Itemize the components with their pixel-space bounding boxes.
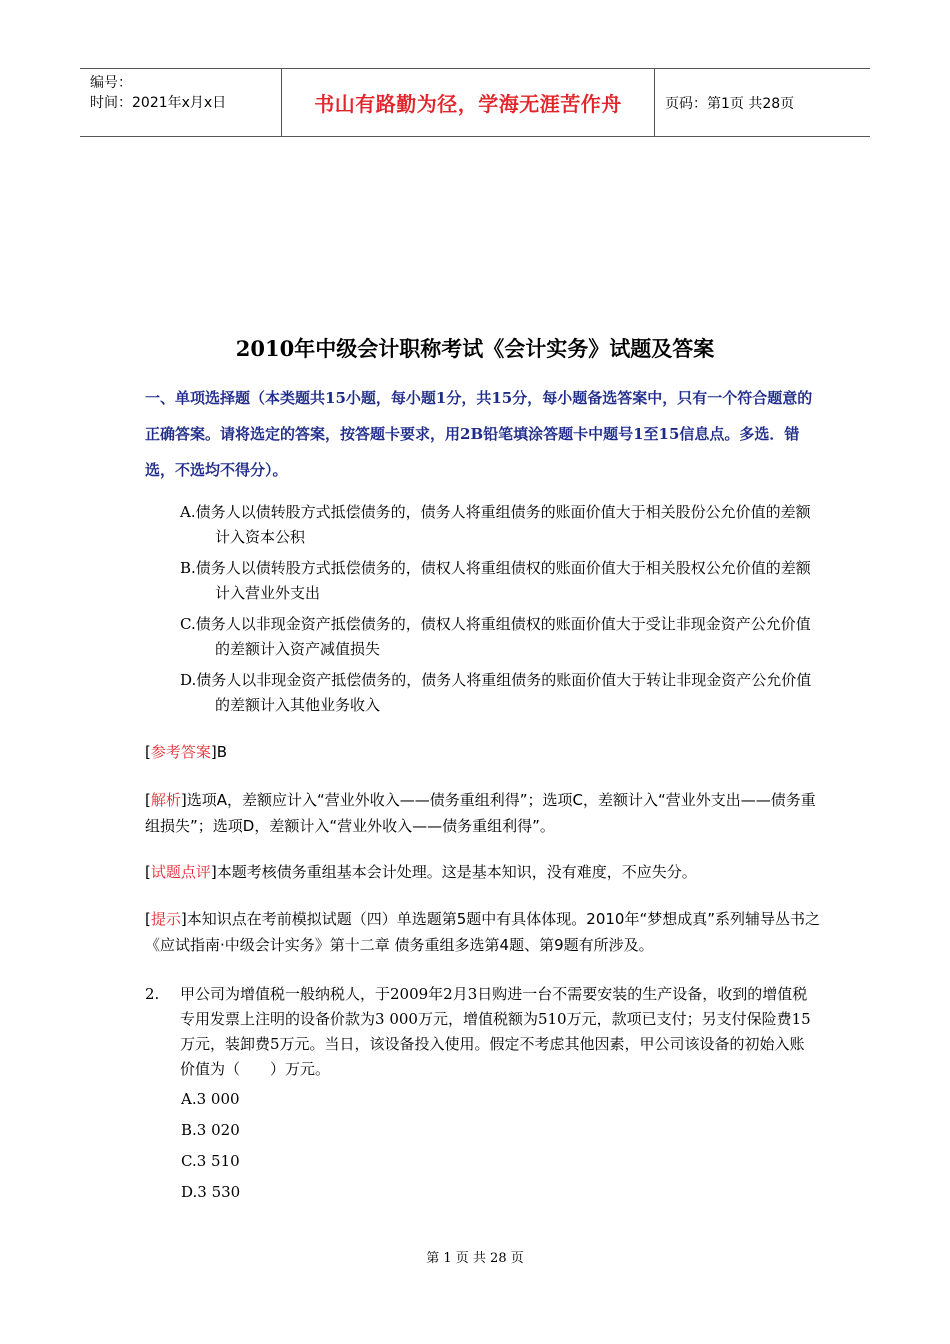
time-label: 时间：2021年x月x日 — [90, 95, 227, 111]
analysis-label: 解析 — [150, 791, 181, 809]
comment-label: 试题点评 — [150, 863, 211, 881]
q1-hint: [提示]本知识点在考前模拟试题（四）单选题第5题中有具体体现。2010年“梦想成真”系列辅导丛书之《应试指南·中级会计实务》第十二章 债务重组多选第4题、第9题有所涉及。 — [145, 910, 820, 954]
number-label: 编号： — [90, 75, 132, 91]
motto: 书山有路勤为径，学海无涯苦作舟 — [314, 92, 622, 116]
q1-answer: [参考答案]B — [145, 743, 228, 761]
document-header — [80, 68, 870, 137]
hint-text: 本知识点在考前模拟试题（四）单选题第5题中有具体体现。2010年“梦想成真”系列辅导丛书之《应试指南·中级会计实务》第十二章 债务重组多选第4题、第9题有所涉及。 — [145, 910, 820, 954]
q2-question — [145, 982, 815, 1082]
comment-text: 本题考核债务重组基本会计处理。这是基本知识，没有难度，不应失分。 — [216, 863, 697, 881]
q2-option-b: B.3 020 — [181, 1121, 240, 1139]
q2-text: 甲公司为增值税一般纳税人，于2009年2月3日购进一台不需要安装的生产设备，收到的增值税专用发票上注明的设备价款为3 000万元，增值税额为510万元，款项已支付；另支付保险费15万元，装卸费5万元。当日，该设备投入使用。假定不考虑其他因素，甲公司该设备的初始入账价值为（ ）万元。 — [180, 985, 811, 1078]
q1-option-b: B.债务人以债转股方式抵偿债务的，债权人将重组债权的账面价值大于相关股权公允价值的差额计入营业外支出 — [180, 559, 811, 602]
document-title: 2010年中级会计职称考试《会计实务》试题及答案 — [235, 336, 715, 361]
q2-option-a: A.3 000 — [181, 1090, 240, 1108]
q2-options — [181, 1088, 240, 1212]
header-motto-cell — [281, 69, 655, 136]
page-info: 页码：第1页 共28页 — [665, 95, 795, 112]
q2-number: 2. — [145, 985, 160, 1003]
hint-label: 提示 — [150, 910, 181, 928]
q1-option-c: C.债务人以非现金资产抵偿债务的，债权人将重组债权的账面价值大于受让非现金资产公允价值的差额计入资产减值损失 — [180, 615, 811, 658]
header-page-info-cell — [655, 69, 870, 136]
q1-options — [180, 500, 815, 724]
header-meta — [80, 69, 281, 136]
answer-value: B — [216, 743, 228, 761]
analysis-text: 选项A，差额应计入“营业外收入——债务重组利得”；选项C，差额计入“营业外支出——债务重组损失”；选项D，差额计入“营业外收入——债务重组利得”。 — [145, 791, 816, 835]
q2-option-d: D.3 530 — [181, 1183, 241, 1201]
q1-option-a: A.债务人以债转股方式抵偿债务的，债务人将重组债务的账面价值大于相关股份公允价值的差额计入资本公积 — [180, 503, 811, 546]
q1-option-d: D.债务人以非现金资产抵偿债务的，债务人将重组债务的账面价值大于转让非现金资产公允价值的差额计入其他业务收入 — [180, 671, 812, 714]
answer-label: 参考答案 — [150, 743, 211, 761]
q1-comment: [试题点评]本题考核债务重组基本会计处理。这是基本知识，没有难度，不应失分。 — [145, 863, 697, 881]
q2-option-c: C.3 510 — [181, 1152, 240, 1170]
section-intro: 一、单项选择题（本类题共15小题，每小题1分，共15分，每小题备选答案中，只有一个符合题意的正确答案。请将选定的答案，按答题卡要求，用2B铅笔填涂答题卡中题号1至15信息点。多选．错选，不选均不得分）。 — [145, 389, 813, 479]
page-footer: 第 1 页 共 28 页 — [426, 1251, 524, 1266]
q1-analysis: [解析]选项A，差额应计入“营业外收入——债务重组利得”；选项C，差额计入“营业外支出——债务重组损失”；选项D，差额计入“营业外收入——债务重组利得”。 — [145, 791, 816, 835]
